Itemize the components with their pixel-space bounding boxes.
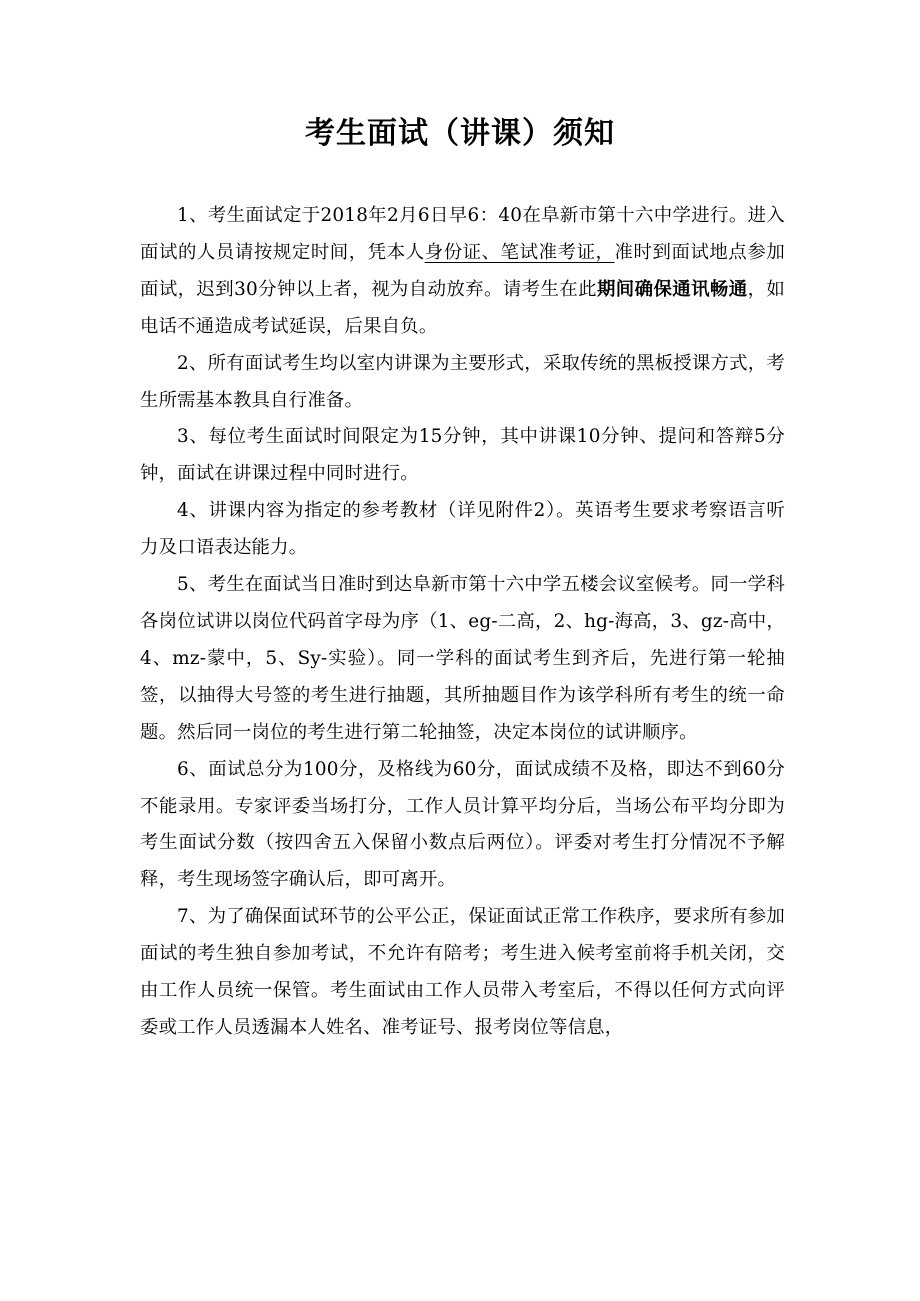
- paragraph-1-text-c: ，如电话不通造成考试延误，后果自负。: [140, 278, 785, 337]
- paragraph-2: 2、所有面试考生均以室内讲课为主要形式，采取传统的黑板授课方式，考生所需基本教具自行准备。: [140, 352, 785, 411]
- paragraph-4: 4、讲课内容为指定的参考教材（详见附件2）。英语考生要求考察语言听力及口语表达能力。: [140, 500, 785, 559]
- paragraph-1-text-b: 准时到面试地点参加面试，迟到30分钟以上者，视为自动放弃。请考生在此: [140, 241, 785, 300]
- paragraph-6: 6、面试总分为100分，及格线为60分，面试成绩不及格，即达不到60分不能录用。专家评委当场打分，工作人员计算平均分后，当场公布平均分即为考生面试分数（按四舍五入保留小数点后两位）。评委对考生打分情况不予解释，考生现场签字确认后，即可离开。: [140, 758, 785, 891]
- paragraph-3: 3、每位考生面试时间限定为15分钟，其中讲课10分钟、提问和答辩5分钟，面试在讲课过程中同时进行。: [140, 426, 785, 485]
- paragraph-7: 7、为了确保面试环节的公平公正，保证面试正常工作秩序，要求所有参加面试的考生独自参加考试，不允许有陪考；考生进入候考室前将手机关闭，交由工作人员统一保管。考生面试由工作人员带入考室后，不得以任何方式向评委或工作人员透漏本人姓名、准考证号、报考岗位等信息，: [140, 906, 785, 1038]
- keep-contact-bold: 期间确保通讯畅通: [596, 278, 748, 300]
- document-title: 考生面试（讲课）须知: [305, 116, 615, 151]
- document-body: [140, 198, 785, 1047]
- required-documents-underlined: 身份证、笔试准考证，: [424, 241, 615, 263]
- paragraph-1-text-a: 1、考生面试定于2018年2月6日早6：40在阜新市第十六中学进行。进入面试的人员请按规定时间，凭本人: [140, 205, 785, 263]
- paragraph-1: [140, 198, 785, 346]
- paragraph-5: 5、考生在面试当日准时到达阜新市第十六中学五楼会议室候考。同一学科各岗位试讲以岗位代码首字母为序（1、eg-二高，2、hg-海高，3、gz-高中，4、mz-蒙中，5、Sy-实验）。同一学科的面试考生到齐后，先进行第一轮抽签，以抽得大号签的考生进行抽题，其所抽题目作为该学科所有考生的统一命题。然后同一岗位的考生进行第二轮抽签，决定本岗位的试讲顺序。: [140, 574, 785, 743]
